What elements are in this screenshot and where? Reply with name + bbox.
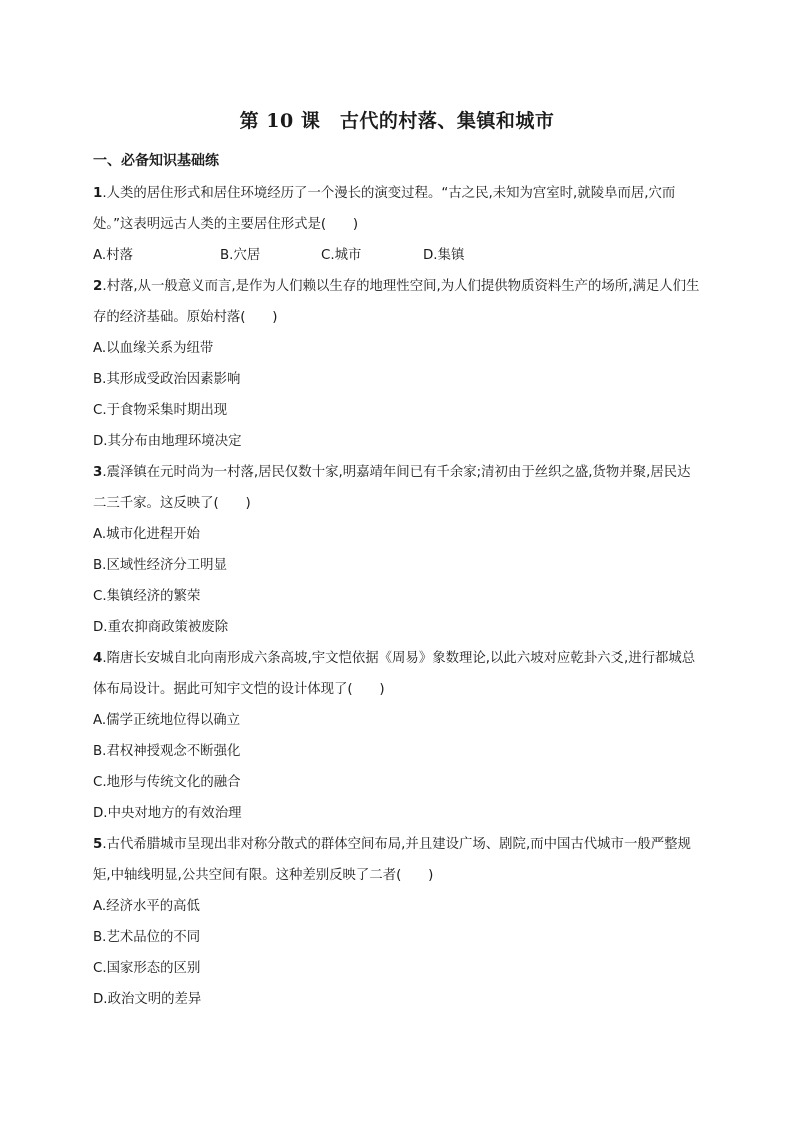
question-5 [93,829,701,1015]
question-list [93,178,701,1015]
option-d[interactable]: D.其分布由地理环境决定 [93,434,242,449]
option-c[interactable]: C.国家形态的区别 [93,961,201,976]
option-d[interactable]: D.中央对地方的有效治理 [93,806,242,821]
option-a[interactable]: A.村落 [93,248,133,263]
question-stem [93,829,701,891]
option-a[interactable]: A.儒学正统地位得以确立 [93,713,241,728]
option-b[interactable]: B.区域性经济分工明显 [93,558,227,573]
question-stem [93,178,701,240]
option-d[interactable]: D.政治文明的差异 [93,992,202,1007]
question-text: .震泽镇在元时尚为一村落,居民仅数十家,明嘉靖年间已有千余家;清初由于丝织之盛,货物并聚,居民达二三千家。这反映了( ) [93,465,691,511]
question-number: 4 [93,651,103,666]
option-a[interactable]: A.以血缘关系为纽带 [93,341,214,356]
question-3 [93,457,701,643]
question-stem [93,457,701,519]
option-a[interactable]: A.城市化进程开始 [93,527,200,542]
question-number: 2 [93,279,103,294]
option-c[interactable]: C.地形与传统文化的融合 [93,775,241,790]
options-row [93,240,701,271]
question-number: 5 [93,837,103,852]
option-a[interactable]: A.经济水平的高低 [93,899,200,914]
page-title: 第 10 课 古代的村落、集镇和城市 [239,110,555,132]
question-text: .古代希腊城市呈现出非对称分散式的群体空间布局,并且建设广场、剧院,而中国古代城市一般严整规矩,中轴线明显,公共空间有限。这种差别反映了二者( ) [93,837,691,883]
question-text: .村落,从一般意义而言,是作为人们赖以生存的地理性空间,为人们提供物质资料生产的场所,满足人们生存的经济基础。原始村落( ) [93,279,700,325]
question-1 [93,178,701,271]
question-number: 1 [93,186,103,201]
option-b[interactable]: B.君权神授观念不断强化 [93,744,241,759]
option-b[interactable]: B.其形成受政治因素影响 [93,372,241,387]
option-b[interactable]: B.穴居 [220,248,261,263]
question-stem [93,643,701,705]
question-number: 3 [93,465,103,480]
option-d[interactable]: D.重农抑商政策被废除 [93,620,229,635]
option-d[interactable]: D.集镇 [423,248,465,263]
option-b[interactable]: B.艺术品位的不同 [93,930,201,945]
option-c[interactable]: C.于食物采集时期出现 [93,403,228,418]
question-4 [93,643,701,829]
question-text: .隋唐长安城自北向南形成六条高坡,宇文恺依据《周易》象数理论,以此六坡对应乾卦六爻,进行都城总体布局设计。据此可知宇文恺的设计体现了( ) [93,651,696,697]
option-c[interactable]: C.城市 [321,248,362,263]
question-stem [93,271,701,333]
option-c[interactable]: C.集镇经济的繁荣 [93,589,201,604]
section-heading: 一、必备知识基础练 [93,153,219,169]
question-2 [93,271,701,457]
question-text: .人类的居住形式和居住环境经历了一个漫长的演变过程。“古之民,未知为宫室时,就陵阜而居,穴而处。”这表明远古人类的主要居住形式是( ) [93,186,676,232]
